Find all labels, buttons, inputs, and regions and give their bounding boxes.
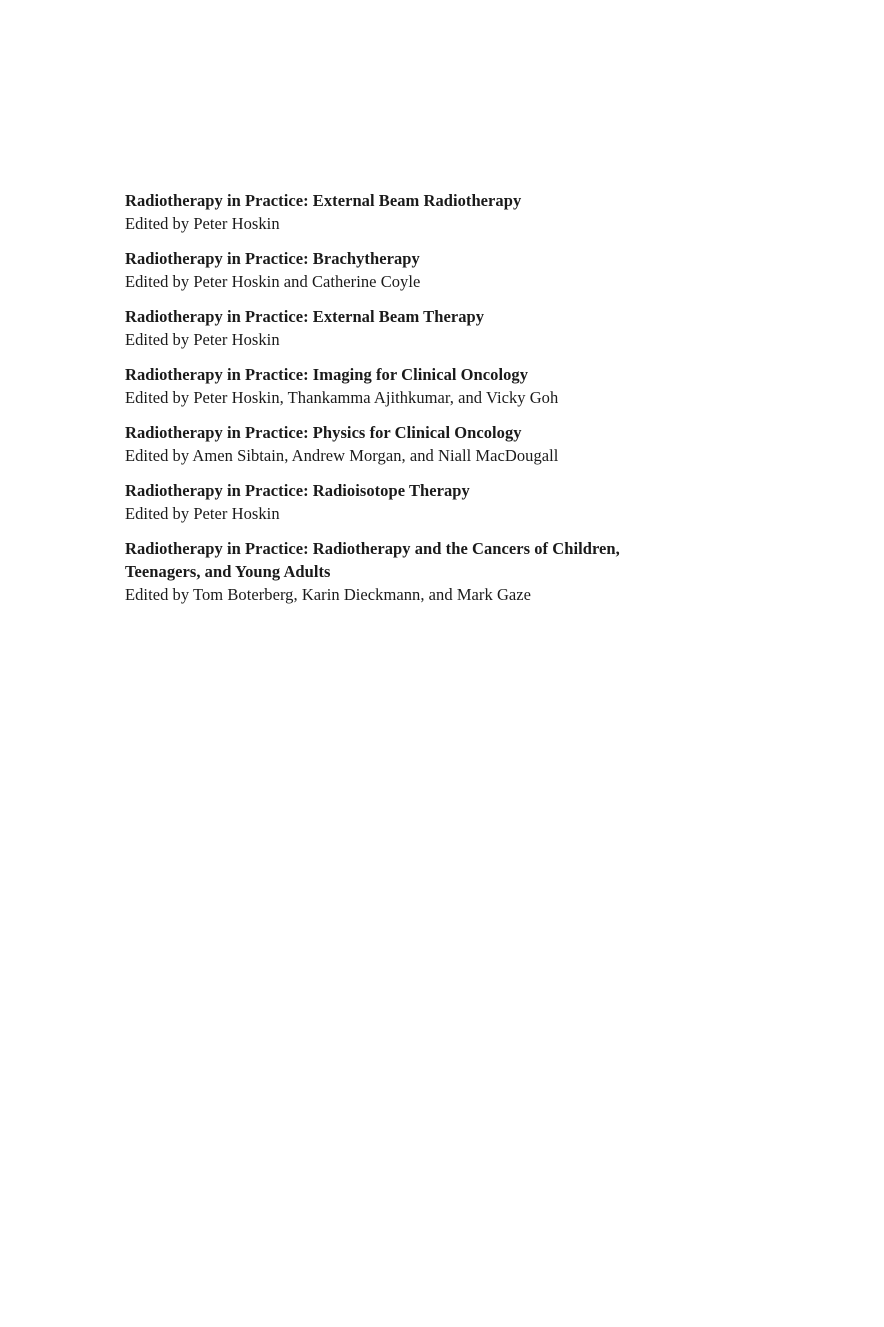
book-title: Radiotherapy in Practice: Radioisotope Therapy — [125, 481, 470, 500]
book-entry — [125, 247, 745, 293]
book-series-list — [125, 189, 745, 618]
book-entry — [125, 189, 745, 235]
book-editors: Edited by Tom Boterberg, Karin Dieckmann, and Mark Gaze — [125, 585, 532, 604]
book-editors: Edited by Peter Hoskin and Catherine Coyle — [125, 272, 421, 291]
book-editors: Edited by Amen Sibtain, Andrew Morgan, and Niall MacDougall — [125, 446, 559, 465]
book-entry — [125, 421, 745, 467]
book-title: Radiotherapy in Practice: External Beam Therapy — [125, 307, 485, 326]
book-entry — [125, 537, 745, 606]
book-title: Radiotherapy in Practice: Imaging for Clinical Oncology — [125, 365, 528, 384]
book-title: Radiotherapy in Practice: Physics for Clinical Oncology — [125, 423, 522, 442]
book-editors: Edited by Peter Hoskin — [125, 330, 280, 349]
book-title: Radiotherapy in Practice: Brachytherapy — [125, 249, 420, 268]
book-entry — [125, 363, 745, 409]
book-entry — [125, 305, 745, 351]
book-entry — [125, 479, 745, 525]
book-title-line-1: Radiotherapy in Practice: Radiotherapy and the Cancers of Children, — [125, 539, 620, 558]
book-title-line-2: Teenagers, and Young Adults — [125, 562, 331, 581]
book-editors: Edited by Peter Hoskin — [125, 504, 280, 523]
book-editors: Edited by Peter Hoskin, Thankamma Ajithkumar, and Vicky Goh — [125, 388, 559, 407]
book-editors: Edited by Peter Hoskin — [125, 214, 280, 233]
book-title: Radiotherapy in Practice: External Beam Radiotherapy — [125, 191, 522, 210]
